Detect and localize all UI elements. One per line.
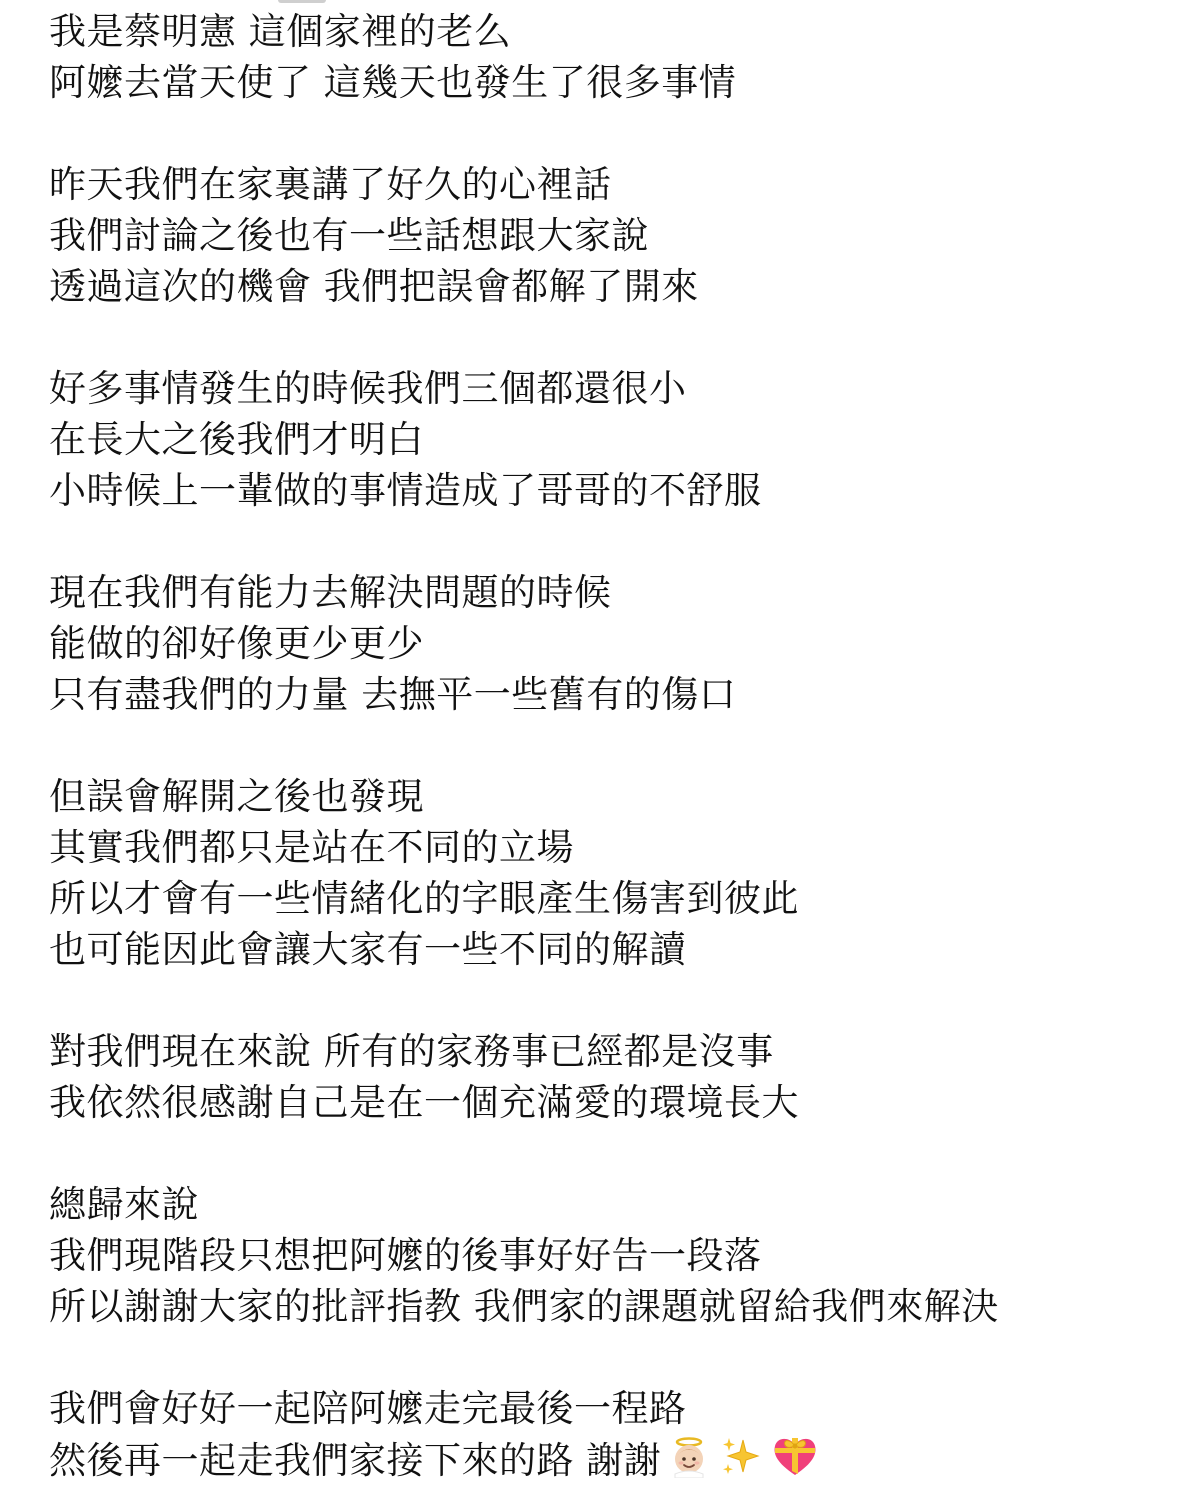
cropped-image-edge <box>278 0 326 3</box>
blank-line <box>49 1128 1149 1179</box>
post-line: 我們討論之後也有一些話想跟大家說 <box>49 214 649 257</box>
blank-line <box>49 720 1149 771</box>
post-line: 對我們現在來說 所有的家務事已經都是沒事 <box>49 1030 774 1073</box>
post-line: 小時候上一輩做的事情造成了哥哥的不舒服 <box>49 469 762 512</box>
post-line: 能做的卻好像更少更少 <box>49 622 424 665</box>
post-line: 我依然很感謝自己是在一個充滿愛的環境長大 <box>49 1081 799 1124</box>
blank-line <box>49 312 1149 363</box>
post-line: 昨天我們在家裏講了好久的心裡話 <box>49 163 612 206</box>
blank-line <box>49 975 1149 1026</box>
post-line: 所以謝謝大家的批評指教 我們家的課題就留給我們來解決 <box>49 1285 999 1328</box>
heart-with-ribbon-icon <box>771 1434 819 1491</box>
sparkles-icon <box>719 1434 763 1491</box>
post-line: 我是蔡明憲 這個家裡的老么 <box>49 10 512 53</box>
post-text <box>49 6 1149 1485</box>
post-line: 其實我們都只是站在不同的立場 <box>49 826 574 869</box>
post-line-last <box>49 1434 1149 1485</box>
post-line: 總歸來說 <box>49 1183 199 1226</box>
post-line: 透過這次的機會 我們把誤會都解了開來 <box>49 265 699 308</box>
post-line: 我們現階段只想把阿嬤的後事好好告一段落 <box>49 1234 762 1277</box>
post-line: 現在我們有能力去解決問題的時候 <box>49 571 612 614</box>
post-line: 也可能因此會讓大家有一些不同的解讀 <box>49 928 687 971</box>
post-line: 但誤會解開之後也發現 <box>49 775 424 818</box>
blank-line <box>49 516 1149 567</box>
post-line: 只有盡我們的力量 去撫平一些舊有的傷口 <box>49 673 737 716</box>
post-line: 在長大之後我們才明白 <box>49 418 424 461</box>
post-line: 阿嬤去當天使了 這幾天也發生了很多事情 <box>49 61 737 104</box>
angel-baby-icon <box>667 1434 711 1491</box>
blank-line <box>49 1332 1149 1383</box>
post-line: 好多事情發生的時候我們三個都還很小 <box>49 367 687 410</box>
emoji-group <box>667 1434 827 1491</box>
post-line: 我們會好好一起陪阿嬤走完最後一程路 <box>49 1387 687 1430</box>
post-line-text: 然後再一起走我們家接下來的路 謝謝 <box>49 1439 662 1482</box>
post-line: 所以才會有一些情緒化的字眼產生傷害到彼此 <box>49 877 799 920</box>
blank-line <box>49 108 1149 159</box>
